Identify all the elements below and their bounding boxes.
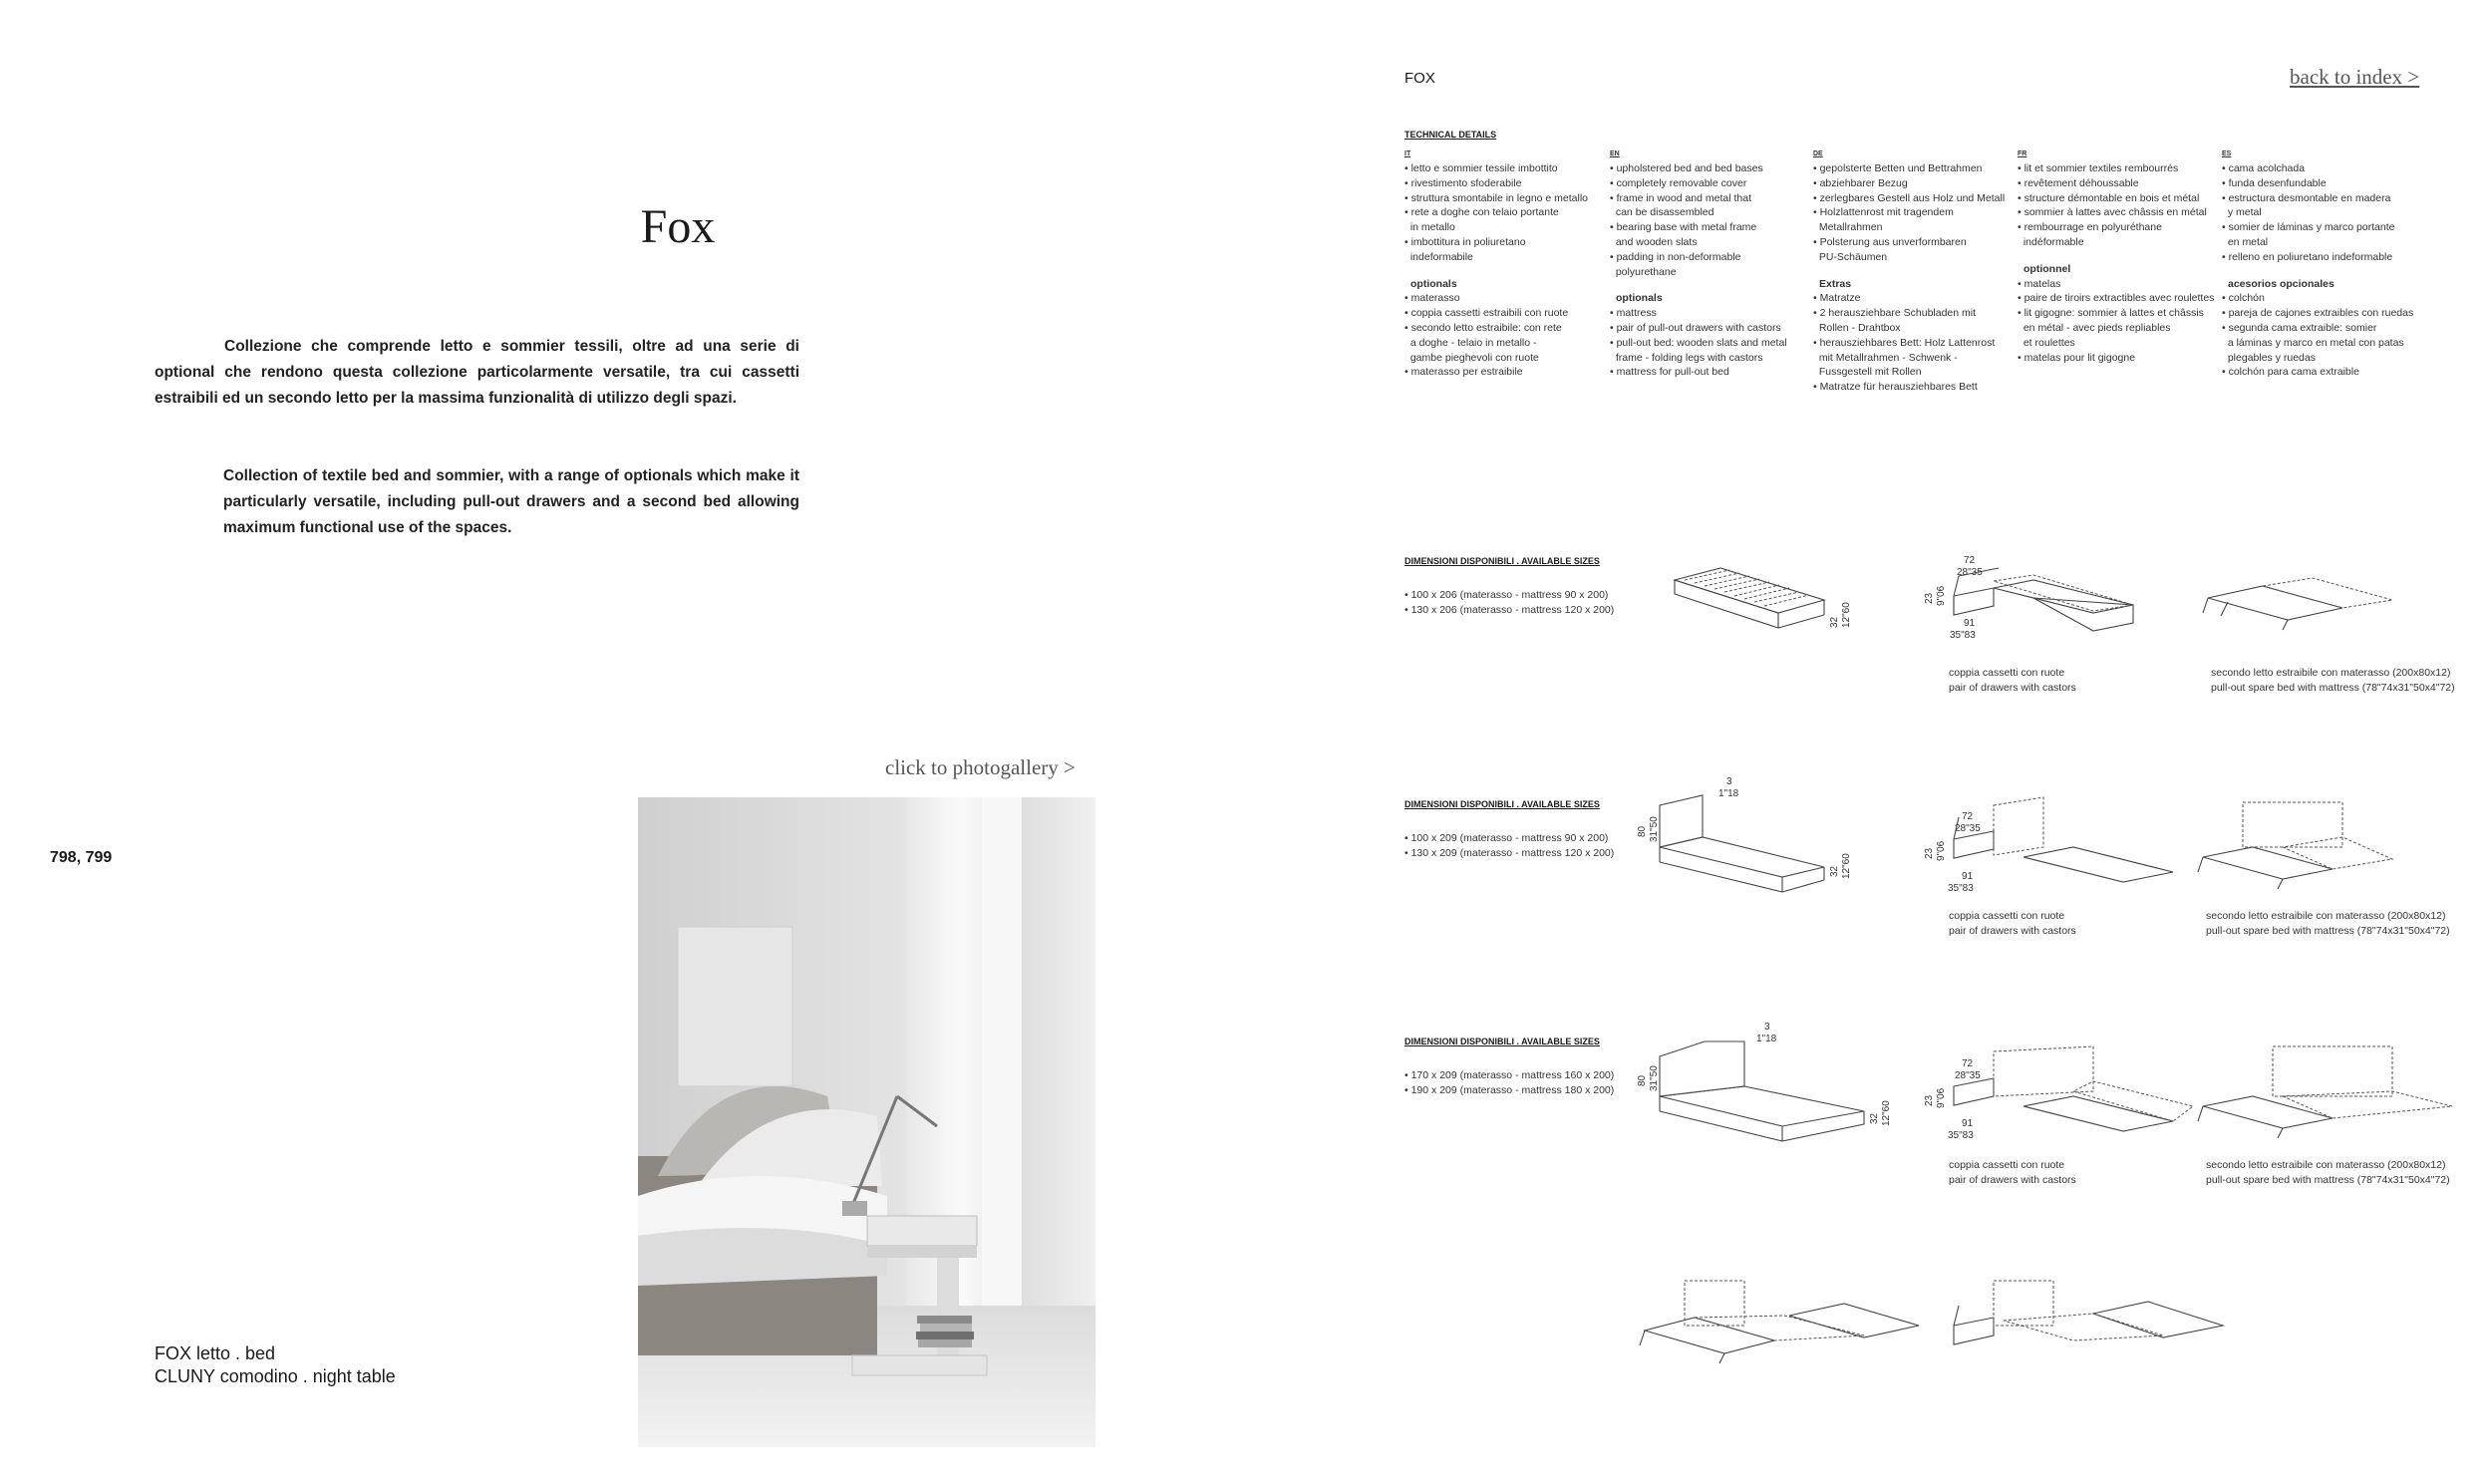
optional-item: • mattress for pull-out bed xyxy=(1610,366,1729,379)
spare-bed-caption xyxy=(2206,1158,2450,1188)
feature-item: • rete a doghe con telaio portante xyxy=(1404,206,1559,219)
caption-line: coppia cassetti con ruote xyxy=(1949,1159,2065,1171)
optional-item: • mattress xyxy=(1610,307,1657,320)
feature-item: • Holzlattenrost mit tragendem xyxy=(1813,206,1954,219)
size-option: • 130 x 206 (materasso - mattress 120 x 200) xyxy=(1404,604,1615,616)
dim-width-72: 72 xyxy=(1964,555,1976,566)
optional-item: a doghe - telaio in metallo - xyxy=(1409,336,1537,349)
feature-item: • revêtement déhoussable xyxy=(2018,176,2139,189)
feature-item: • frame in wood and metal that xyxy=(1610,191,1752,204)
optionals-title: acesorios opcionales xyxy=(2228,277,2335,290)
feature-item: in metallo xyxy=(1409,221,1455,234)
technical-details-title: TECHNICAL DETAILS xyxy=(1404,130,1497,140)
language-code: IT xyxy=(1404,150,1411,157)
feature-item: en metal xyxy=(2227,235,2269,248)
optional-item: • Matratze xyxy=(1813,292,1861,305)
dim-height-23: 23 xyxy=(1924,592,1935,604)
optional-item: • secondo letto estraibile: con rete xyxy=(1404,321,1562,334)
caption-line: secondo letto estraibile con materasso (200x80x12) xyxy=(2206,1159,2446,1171)
combined-drawing-2 xyxy=(1954,1281,2223,1344)
dim-width-72-in-row2: 28"35 xyxy=(1955,823,1981,834)
optional-item: • segunda cama extraible: somier xyxy=(2222,321,2377,334)
feature-item: • completely removable cover xyxy=(1610,176,1747,189)
size-option: • 170 x 209 (materasso - mattress 160 x 200) xyxy=(1404,1069,1615,1081)
dim-height-32-in: 12"60 xyxy=(1841,602,1852,628)
dim-height-23-in: 9"06 xyxy=(1936,585,1947,606)
spare-bed-caption xyxy=(2206,909,2450,939)
intro-italian: Collezione che comprende letto e sommier tessili, oltre ad una serie di optional che rendono questa collezione particolarmente versatile, tra cui cassetti estraibili ed un secondo letto per la massima funzionalità di utilizzo degli spazi. xyxy=(155,338,799,407)
optional-item: Fussgestell mit Rollen xyxy=(1818,366,1922,379)
combined-drawing-1 xyxy=(1640,1281,1919,1363)
dim-headboard-3-in: 1"18 xyxy=(1718,788,1739,799)
caption-line: pair of drawers with castors xyxy=(1949,1174,2076,1186)
language-code: ES xyxy=(2222,150,2232,157)
back-to-index-link[interactable]: back to index > xyxy=(2290,65,2420,89)
optional-item: a láminas y marco en metal con patas xyxy=(2227,336,2404,349)
feature-item: • upholstered bed and bed bases xyxy=(1610,162,1763,174)
optional-item: plegables y ruedas xyxy=(2227,351,2316,364)
feature-item: • relleno en poliuretano indeformable xyxy=(2222,250,2393,263)
feature-item: and wooden slats xyxy=(1615,235,1698,248)
feature-item: • gepolsterte Betten und Bettrahmen xyxy=(1813,162,1983,174)
sizes-list xyxy=(1404,1068,1614,1098)
dim-height-32-row2: 32 xyxy=(1829,865,1840,877)
optional-item: frame - folding legs with castors xyxy=(1615,351,1763,364)
optional-item: • matelas xyxy=(2018,277,2061,290)
feature-item: • bearing base with metal frame xyxy=(1610,221,1757,234)
sizes-list xyxy=(1404,588,1614,618)
feature-item: • structure démontable en bois et métal xyxy=(2018,191,2200,204)
feature-item: • zerlegbares Gestell aus Holz und Metall xyxy=(1813,191,2006,204)
feature-item: • estructura desmontable en madera xyxy=(2222,191,2391,204)
feature-item: • Polsterung aus unverformbaren xyxy=(1813,235,1967,248)
drawer-caption xyxy=(1949,909,2076,939)
bed-drawing-row1 xyxy=(1675,568,1824,628)
caption-line: secondo letto estraibile con materasso (200x80x12) xyxy=(2211,667,2451,679)
optionals-title: optionals xyxy=(1410,277,1457,290)
bed-drawing-row3 xyxy=(1660,1041,1864,1141)
feature-item: • padding in non-deformable xyxy=(1610,250,1741,263)
feature-item: Metallrahmen xyxy=(1818,221,1883,234)
dim-height-23-in-row2: 9"06 xyxy=(1936,840,1947,861)
feature-item: • rivestimento sfoderabile xyxy=(1404,176,1522,189)
drawer-caption xyxy=(1949,666,2076,696)
caption-line: coppia cassetti con ruote xyxy=(1949,910,2065,922)
dim-headboard-3-in-row3: 1"18 xyxy=(1756,1034,1777,1044)
drawer-drawing-row1 xyxy=(1954,568,2133,631)
spare-bed-drawing-row1 xyxy=(2203,578,2392,630)
feature-item: PU-Schäumen xyxy=(1818,250,1888,263)
dim-depth-91-in: 35"83 xyxy=(1950,630,1976,641)
dim-height-80: 80 xyxy=(1637,825,1648,837)
size-option: • 190 x 209 (materasso - mattress 180 x 200) xyxy=(1404,1084,1615,1096)
tech-column-en xyxy=(1610,148,1809,380)
optional-item: • colchón para cama extraible xyxy=(2222,366,2359,379)
optionals-title: optionnel xyxy=(2024,262,2071,275)
feature-item: • rembourrage en polyuréthane xyxy=(2018,221,2162,234)
caption-line: coppia cassetti con ruote xyxy=(1949,667,2065,679)
dim-depth-91-in-row2: 35"83 xyxy=(1948,883,1974,894)
optional-item: • Matratze für herausziehbares Bett xyxy=(1813,381,1978,394)
dim-height-23-row2: 23 xyxy=(1924,847,1935,859)
optionals-title: optionals xyxy=(1616,292,1663,305)
optional-item: • lit gigogne: sommier à lattes et châssis xyxy=(2018,307,2204,320)
optional-item: • 2 herausziehbare Schubladen mit xyxy=(1813,307,1977,320)
optional-item: • matelas pour lit gigogne xyxy=(2018,351,2136,364)
sizes-list xyxy=(1404,831,1614,861)
dim-headboard-3-row3: 3 xyxy=(1764,1022,1770,1033)
dim-height-80-row3: 80 xyxy=(1637,1074,1648,1086)
caption-line: pull-out spare bed with mattress (78"74x31"50x4"72) xyxy=(2206,1174,2450,1186)
caption-line: pair of drawers with castors xyxy=(1949,682,2076,694)
optional-item: • colchón xyxy=(2222,292,2265,305)
optional-item: • coppia cassetti estraibili con ruote xyxy=(1404,307,1569,320)
drawer-caption xyxy=(1949,1158,2076,1188)
optionals-title: Extras xyxy=(1819,277,1852,290)
drawer-drawing-row3 xyxy=(1954,1046,2193,1131)
dim-height-32: 32 xyxy=(1829,616,1840,628)
product-code: FOX xyxy=(1404,70,1435,87)
feature-item: • cama acolchada xyxy=(2222,162,2306,174)
language-code: DE xyxy=(1813,150,1823,157)
optional-item: • herausziehbares Bett: Holz Lattenrost xyxy=(1813,336,1996,349)
optional-item: • materasso xyxy=(1404,292,1460,305)
feature-item: y metal xyxy=(2227,206,2262,219)
dim-height-23-in-row3: 9"06 xyxy=(1936,1087,1947,1108)
optional-item: Rollen - Drahtbox xyxy=(1818,321,1901,334)
feature-item: • funda desenfundable xyxy=(2222,176,2327,189)
photogallery-link[interactable]: click to photogallery > xyxy=(885,755,1076,779)
photo-caption xyxy=(155,1342,396,1388)
feature-item: polyurethane xyxy=(1615,265,1677,278)
language-code: EN xyxy=(1610,150,1620,157)
page-title: Fox xyxy=(640,200,716,253)
feature-item: indeformabile xyxy=(1409,250,1473,263)
drawer-drawing-row2 xyxy=(1954,797,2173,882)
dim-height-32-in-row2: 12"60 xyxy=(1841,853,1852,879)
feature-item: • somier de láminas y marco portante xyxy=(2222,221,2395,234)
feature-item: • imbottitura in poliuretano xyxy=(1404,235,1526,248)
tech-column-de xyxy=(1813,148,2013,395)
dim-height-23-row3: 23 xyxy=(1924,1094,1935,1106)
tech-column-it xyxy=(1404,148,1604,380)
size-option: • 100 x 206 (materasso - mattress 90 x 200) xyxy=(1404,589,1609,601)
optional-item: • paire de tiroirs extractibles avec roulettes xyxy=(2018,292,2215,305)
spare-bed-drawing-row2 xyxy=(2198,802,2392,889)
optional-item: mit Metallrahmen - Schwenk - xyxy=(1818,351,1958,364)
optional-item: • pull-out bed: wooden slats and metal xyxy=(1610,336,1787,349)
dim-depth-91-in-row3: 35"83 xyxy=(1948,1130,1974,1141)
tech-column-fr xyxy=(2018,148,2217,365)
dim-height-32-in-row3: 12"60 xyxy=(1881,1100,1892,1126)
dim-width-72-in: 28"35 xyxy=(1957,567,1983,578)
dim-height-32-row3: 32 xyxy=(1869,1112,1880,1124)
dim-headboard-3: 3 xyxy=(1726,776,1732,787)
feature-item: can be disassembled xyxy=(1615,206,1714,219)
optional-item: gambe pieghevoli con ruote xyxy=(1409,351,1539,364)
caption-line: pull-out spare bed with mattress (78"74x31"50x4"72) xyxy=(2206,925,2450,937)
caption-line: secondo letto estraibile con materasso (200x80x12) xyxy=(2206,910,2446,922)
tech-column-es xyxy=(2222,148,2421,380)
optional-item: • pareja de cajones extraibles con ruedas xyxy=(2222,307,2414,320)
size-option: • 130 x 209 (materasso - mattress 120 x 200) xyxy=(1404,847,1615,859)
dim-width-72-in-row3: 28"35 xyxy=(1955,1070,1981,1081)
feature-item: • abziehbarer Bezug xyxy=(1813,176,1908,189)
caption-night-table: CLUNY comodino . night table xyxy=(155,1366,396,1386)
caption-line: pair of drawers with castors xyxy=(1949,925,2076,937)
caption-bed: FOX letto . bed xyxy=(155,1343,276,1363)
caption-line: pull-out spare bed with mattress (78"74x31"50x4"72) xyxy=(2211,682,2455,694)
optional-item: en métal - avec pieds repliables xyxy=(2023,321,2171,334)
spare-bed-drawing-row3 xyxy=(2198,1046,2452,1138)
intro-english: Collection of textile bed and sommier, with a range of optionals which make it particularly versatile, including pull-out drawers and a second bed allowing maximum functional use of the spaces. xyxy=(223,467,799,536)
feature-item: • sommier à lattes avec châssis en métal xyxy=(2018,206,2207,219)
bedroom-photo[interactable] xyxy=(638,797,1095,1447)
optional-item: et roulettes xyxy=(2023,336,2075,349)
dim-depth-91-row2: 91 xyxy=(1962,871,1974,882)
dim-depth-91-row3: 91 xyxy=(1962,1118,1974,1129)
feature-item: indéformable xyxy=(2023,235,2084,248)
page-numbers: 798, 799 xyxy=(50,849,113,866)
feature-item: • struttura smontabile in legno e metallo xyxy=(1404,191,1589,204)
sizes-title: DIMENSIONI DISPONIBILI . AVAILABLE SIZES xyxy=(1404,799,1600,809)
feature-item: • lit et sommier textiles rembourrés xyxy=(2018,162,2179,174)
spare-bed-caption xyxy=(2211,666,2455,696)
bed-drawing-row2 xyxy=(1660,795,1824,892)
dim-depth-91: 91 xyxy=(1964,618,1976,629)
language-code: FR xyxy=(2018,150,2027,157)
dim-height-80-in-row3: 31"50 xyxy=(1649,1065,1660,1091)
dim-width-72-row2: 72 xyxy=(1962,811,1974,822)
dim-width-72-row3: 72 xyxy=(1962,1058,1974,1069)
optional-item: • pair of pull-out drawers with castors xyxy=(1610,321,1781,334)
dim-height-80-in: 31"50 xyxy=(1649,816,1660,842)
feature-item: • letto e sommier tessile imbottito xyxy=(1404,162,1558,174)
optional-item: • materasso per estraibile xyxy=(1404,366,1523,379)
sizes-title: DIMENSIONI DISPONIBILI . AVAILABLE SIZES xyxy=(1404,556,1600,566)
sizes-title: DIMENSIONI DISPONIBILI . AVAILABLE SIZES xyxy=(1404,1037,1600,1046)
size-option: • 100 x 209 (materasso - mattress 90 x 200) xyxy=(1404,832,1609,844)
